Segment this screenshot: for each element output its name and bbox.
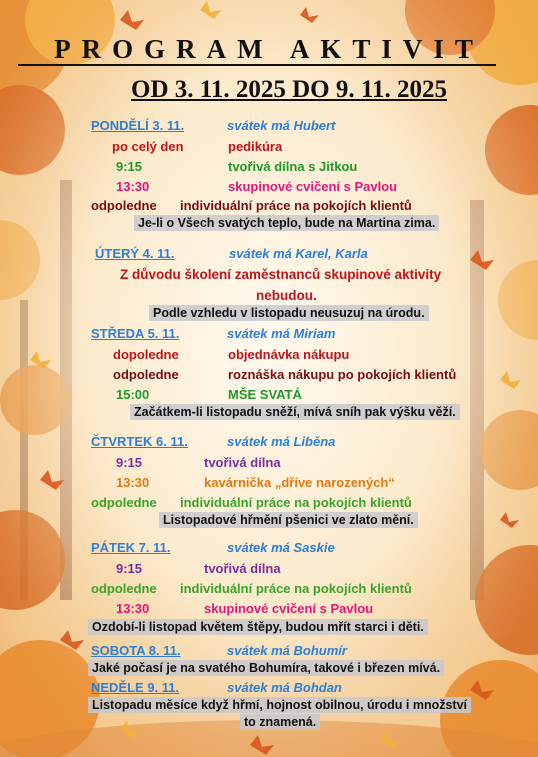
- saint-thursday: svátek má Liběna: [227, 434, 336, 449]
- time-friday-3: 13:30: [116, 601, 150, 616]
- saint-tuesday: svátek má Karel, Karla: [229, 246, 368, 261]
- activity-monday-3: skupinové cvičení s Pavlou: [228, 179, 398, 194]
- saying-thursday: Listopadové hřmění pšenici ve zlato mění.: [159, 512, 418, 528]
- saying-wednesday: Začátkem-li listopadu sněží, mívá sníh pak výšku věží.: [130, 404, 460, 420]
- time-thursday-1: 9:15: [116, 455, 143, 470]
- time-wednesday-3: 15:00: [116, 387, 150, 402]
- saint-monday: svátek má Hubert: [227, 118, 336, 133]
- saint-wednesday: svátek má Miriam: [227, 326, 336, 341]
- time-friday-1: 9:15: [116, 561, 143, 576]
- day-heading-tuesday: ÚTERÝ 4. 11.: [95, 246, 175, 261]
- time-friday-2: odpoledne: [91, 581, 157, 596]
- day-heading-wednesday: STŘEDA 5. 11.: [91, 326, 180, 341]
- saint-saturday: svátek má Bohumír: [227, 643, 347, 658]
- saying-monday: Je-li o Všech svatých teplo, bude na Martina zima.: [134, 215, 439, 231]
- saying-sunday-line2: to znamená.: [240, 714, 320, 730]
- day-heading-friday: PÁTEK 7. 11.: [91, 540, 171, 555]
- activity-thursday-2: kavárnička „dříve narozených“: [204, 475, 395, 490]
- activity-wednesday-2: roznáška nákupu po pokojích klientů: [228, 367, 457, 382]
- activity-friday-1: tvořivá dílna: [204, 561, 281, 576]
- day-heading-saturday: SOBOTA 8. 11.: [91, 643, 181, 658]
- time-wednesday-2: odpoledne: [113, 367, 179, 382]
- saint-sunday: svátek má Bohdan: [227, 680, 342, 695]
- activity-friday-3: skupinové cvičení s Pavlou: [204, 601, 374, 616]
- notice-tuesday-line2: nebudou.: [256, 288, 317, 303]
- day-heading-thursday: ČTVRTEK 6. 11.: [91, 434, 188, 449]
- saying-sunday-line1: Listopadu měsíce když hřmí, hojnost obilnou, úrodu i množství: [88, 697, 471, 713]
- activity-monday-1: pedikúra: [228, 139, 283, 154]
- day-heading-monday: PONDĚLÍ 3. 11.: [91, 118, 185, 133]
- time-thursday-2: 13:30: [116, 475, 150, 490]
- time-monday-2: 9:15: [116, 159, 143, 174]
- time-wednesday-1: dopoledne: [113, 347, 179, 362]
- saying-saturday: Jaké počasí je na svatého Bohumíra, takové i březen mívá.: [88, 660, 444, 676]
- time-thursday-3: odpoledne: [91, 495, 157, 510]
- date-range: OD 3. 11. 2025 DO 9. 11. 2025: [131, 76, 447, 103]
- time-monday-4: odpoledne: [91, 198, 157, 213]
- day-heading-sunday: NEDĚLE 9. 11.: [91, 680, 180, 695]
- activity-thursday-1: tvořivá dílna: [204, 455, 281, 470]
- activity-wednesday-3: MŠE SVATÁ: [228, 387, 302, 402]
- activity-monday-2: tvořivá dílna s Jitkou: [228, 159, 358, 174]
- activity-wednesday-1: objednávka nákupu: [228, 347, 350, 362]
- activity-friday-2: individuální práce na pokojích klientů: [180, 581, 412, 596]
- page-title: PROGRAM AKTIVIT: [54, 34, 484, 64]
- notice-tuesday-line1: Z důvodu školení zaměstnanců skupinové aktivity: [120, 267, 442, 282]
- saying-friday: Ozdobí-li listopad květem štěpy, budou mřít starci i děti.: [88, 619, 428, 635]
- activity-monday-4: individuální práce na pokojích klientů: [180, 198, 412, 213]
- time-monday-3: 13:30: [116, 179, 150, 194]
- saying-tuesday: Podle vzhledu v listopadu neusuzuj na úrodu.: [149, 305, 429, 321]
- activity-thursday-3: individuální práce na pokojích klientů: [180, 495, 412, 510]
- time-monday-1: po celý den: [112, 139, 184, 154]
- saint-friday: svátek má Saskie: [227, 540, 335, 555]
